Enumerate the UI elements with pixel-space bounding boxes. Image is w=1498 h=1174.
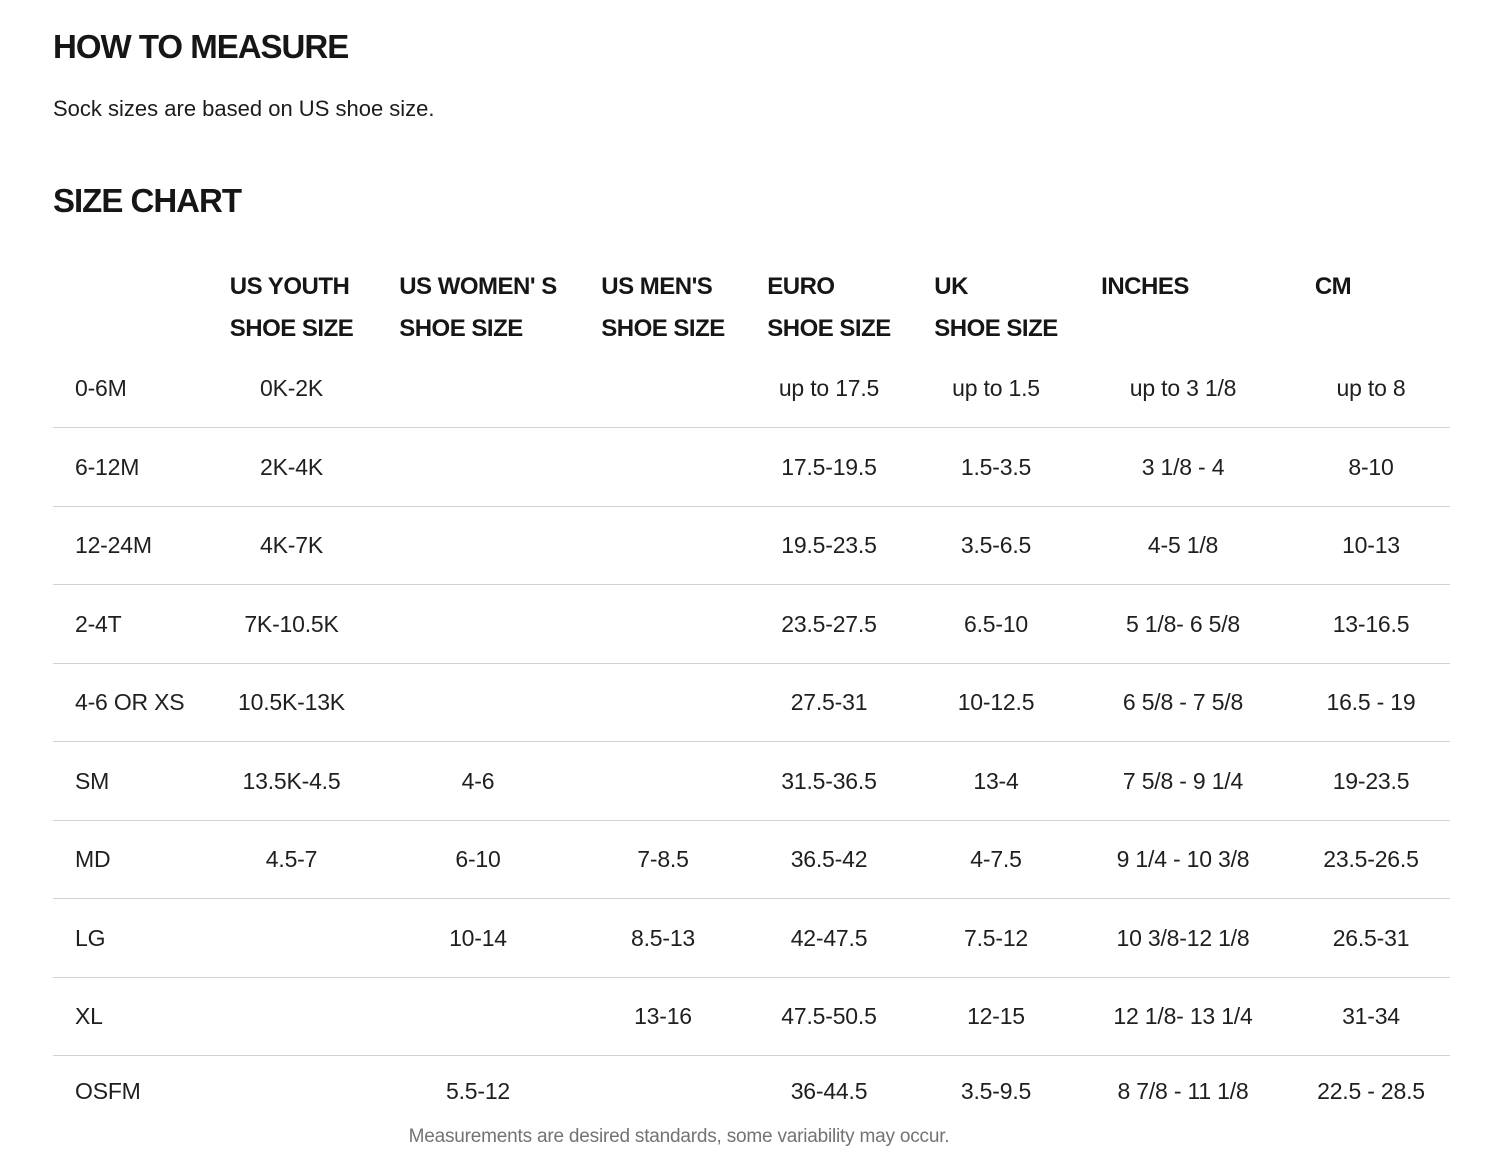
size-value-cell: 26.5-31 (1332, 924, 1410, 951)
size-value-cell: 0K-2K (260, 375, 323, 402)
size-value-cell: 4K-7K (260, 532, 323, 559)
column-header-euro-shoe-size: EURO SHOE SIZE (767, 272, 891, 342)
size-chart-title: SIZE CHART (53, 181, 241, 219)
size-value-cell: 4.5-7 (265, 846, 318, 873)
size-value-cell: 10-13 (1342, 532, 1400, 559)
size-value-cell (586, 1056, 740, 1127)
size-value-cell: 23.5-27.5 (781, 610, 877, 637)
size-value-cell (586, 663, 740, 742)
size-value-cell: 3.5-6.5 (960, 532, 1032, 559)
table-row (53, 585, 1450, 664)
size-value-cell: 16.5 - 19 (1326, 689, 1416, 716)
column-header-size-label (53, 266, 213, 350)
size-value-cell: 22.5 - 28.5 (1317, 1077, 1425, 1104)
size-value-cell (586, 350, 740, 428)
table-row (53, 742, 1450, 821)
size-value-cell: up to 3 1/8 (1129, 375, 1237, 402)
size-chart-body (53, 350, 1450, 1127)
size-label-cell: XL (75, 1003, 103, 1030)
size-value-cell: 4-6 (461, 767, 495, 794)
size-value-cell: 6.5-10 (963, 610, 1028, 637)
size-label-cell: 6-12M (75, 453, 140, 480)
size-value-cell: 10-14 (449, 924, 507, 951)
size-value-cell: 6 5/8 - 7 5/8 (1122, 689, 1244, 716)
table-row (53, 506, 1450, 585)
size-value-cell (370, 585, 586, 664)
size-label-cell: 12-24M (75, 532, 152, 559)
size-value-cell: 5.5-12 (445, 1077, 510, 1104)
size-value-cell (213, 1056, 370, 1127)
size-value-cell: 42-47.5 (790, 924, 868, 951)
size-value-cell (370, 977, 586, 1056)
size-value-cell: 10.5K-13K (238, 689, 345, 716)
size-value-cell: 19.5-23.5 (781, 532, 877, 559)
header-row (53, 266, 1450, 350)
size-value-cell: 13.5K-4.5 (242, 767, 341, 794)
size-label-cell: 0-6M (75, 375, 127, 402)
size-value-cell (370, 428, 586, 507)
size-value-cell (586, 506, 740, 585)
table-row (53, 820, 1450, 899)
size-value-cell: 17.5-19.5 (781, 453, 877, 480)
column-header-us-youth-shoe-size: US YOUTH SHOE SIZE (229, 272, 354, 342)
table-row (53, 977, 1450, 1056)
size-value-cell: 3 1/8 - 4 (1141, 453, 1225, 480)
size-value-cell: 5 1/8- 6 5/8 (1126, 610, 1240, 637)
size-value-cell (370, 663, 586, 742)
how-to-measure-title: HOW TO MEASURE (53, 28, 349, 65)
size-label-cell: MD (75, 846, 111, 873)
size-value-cell (213, 899, 370, 978)
table-row (53, 1056, 1450, 1127)
size-label-cell: 4-6 OR XS (75, 689, 185, 716)
size-value-cell: 8 7/8 - 11 1/8 (1117, 1077, 1249, 1104)
size-label-cell: OSFM (75, 1077, 141, 1104)
column-header-uk-shoe-size: UK SHOE SIZE (934, 272, 1058, 342)
size-value-cell (370, 350, 586, 428)
table-row (53, 899, 1450, 978)
column-header-inches: INCHES (1101, 272, 1189, 300)
size-value-cell: 8.5-13 (630, 924, 695, 951)
size-value-cell: 19-23.5 (1332, 767, 1410, 794)
table-row (53, 428, 1450, 507)
size-value-cell: up to 1.5 (952, 375, 1040, 402)
size-value-cell: 1.5-3.5 (960, 453, 1032, 480)
size-value-cell (586, 742, 740, 821)
size-value-cell: up to 8 (1336, 375, 1406, 402)
size-value-cell: 36-44.5 (790, 1077, 868, 1104)
size-value-cell: 36.5-42 (790, 846, 868, 873)
footnote-container (53, 1126, 1305, 1148)
size-value-cell: 31-34 (1342, 1003, 1400, 1030)
size-value-cell: 6-10 (455, 846, 501, 873)
size-value-cell: 8-10 (1348, 453, 1394, 480)
size-value-cell: 9 1/4 - 10 3/8 (1116, 846, 1250, 873)
size-value-cell: 10-12.5 (957, 689, 1035, 716)
size-value-cell: 13-16 (634, 1003, 692, 1030)
size-value-cell: 2K-4K (260, 453, 323, 480)
size-label-cell: LG (75, 924, 106, 951)
size-value-cell (586, 585, 740, 664)
size-value-cell: 13-4 (973, 767, 1019, 794)
size-value-cell (370, 506, 586, 585)
size-value-cell (586, 428, 740, 507)
size-chart-table (53, 266, 1450, 1127)
size-value-cell (213, 977, 370, 1056)
size-value-cell: 47.5-50.5 (781, 1003, 877, 1030)
size-value-cell: 7.5-12 (963, 924, 1028, 951)
size-value-cell: up to 17.5 (778, 375, 880, 402)
size-value-cell: 3.5-9.5 (960, 1077, 1032, 1104)
size-value-cell: 4-7.5 (970, 846, 1022, 873)
footnote-text: Measurements are desired standards, some variability may occur. (408, 1126, 950, 1148)
column-header-cm: CM (1314, 272, 1352, 300)
size-value-cell: 13-16.5 (1332, 610, 1410, 637)
size-value-cell: 31.5-36.5 (781, 767, 877, 794)
size-value-cell: 10 3/8-12 1/8 (1116, 924, 1250, 951)
size-value-cell: 7 5/8 - 9 1/4 (1122, 767, 1244, 794)
size-value-cell: 4-5 1/8 (1147, 532, 1219, 559)
size-value-cell: 7-8.5 (637, 846, 689, 873)
column-header-us-womens-shoe-size: US WOMEN' S SHOE SIZE (399, 272, 557, 342)
size-value-cell: 27.5-31 (790, 689, 868, 716)
table-row (53, 663, 1450, 742)
column-header-us-mens-shoe-size: US MEN'S SHOE SIZE (601, 272, 725, 342)
size-value-cell: 12-15 (967, 1003, 1025, 1030)
size-label-cell: 2-4T (75, 610, 122, 637)
size-value-cell: 7K-10.5K (244, 610, 339, 637)
size-label-cell: SM (75, 767, 110, 794)
table-row (53, 350, 1450, 428)
size-value-cell: 12 1/8- 13 1/4 (1113, 1003, 1253, 1030)
how-to-measure-description: Sock sizes are based on US shoe size. (53, 96, 435, 122)
size-chart-header (53, 266, 1450, 350)
size-value-cell: 23.5-26.5 (1323, 846, 1419, 873)
